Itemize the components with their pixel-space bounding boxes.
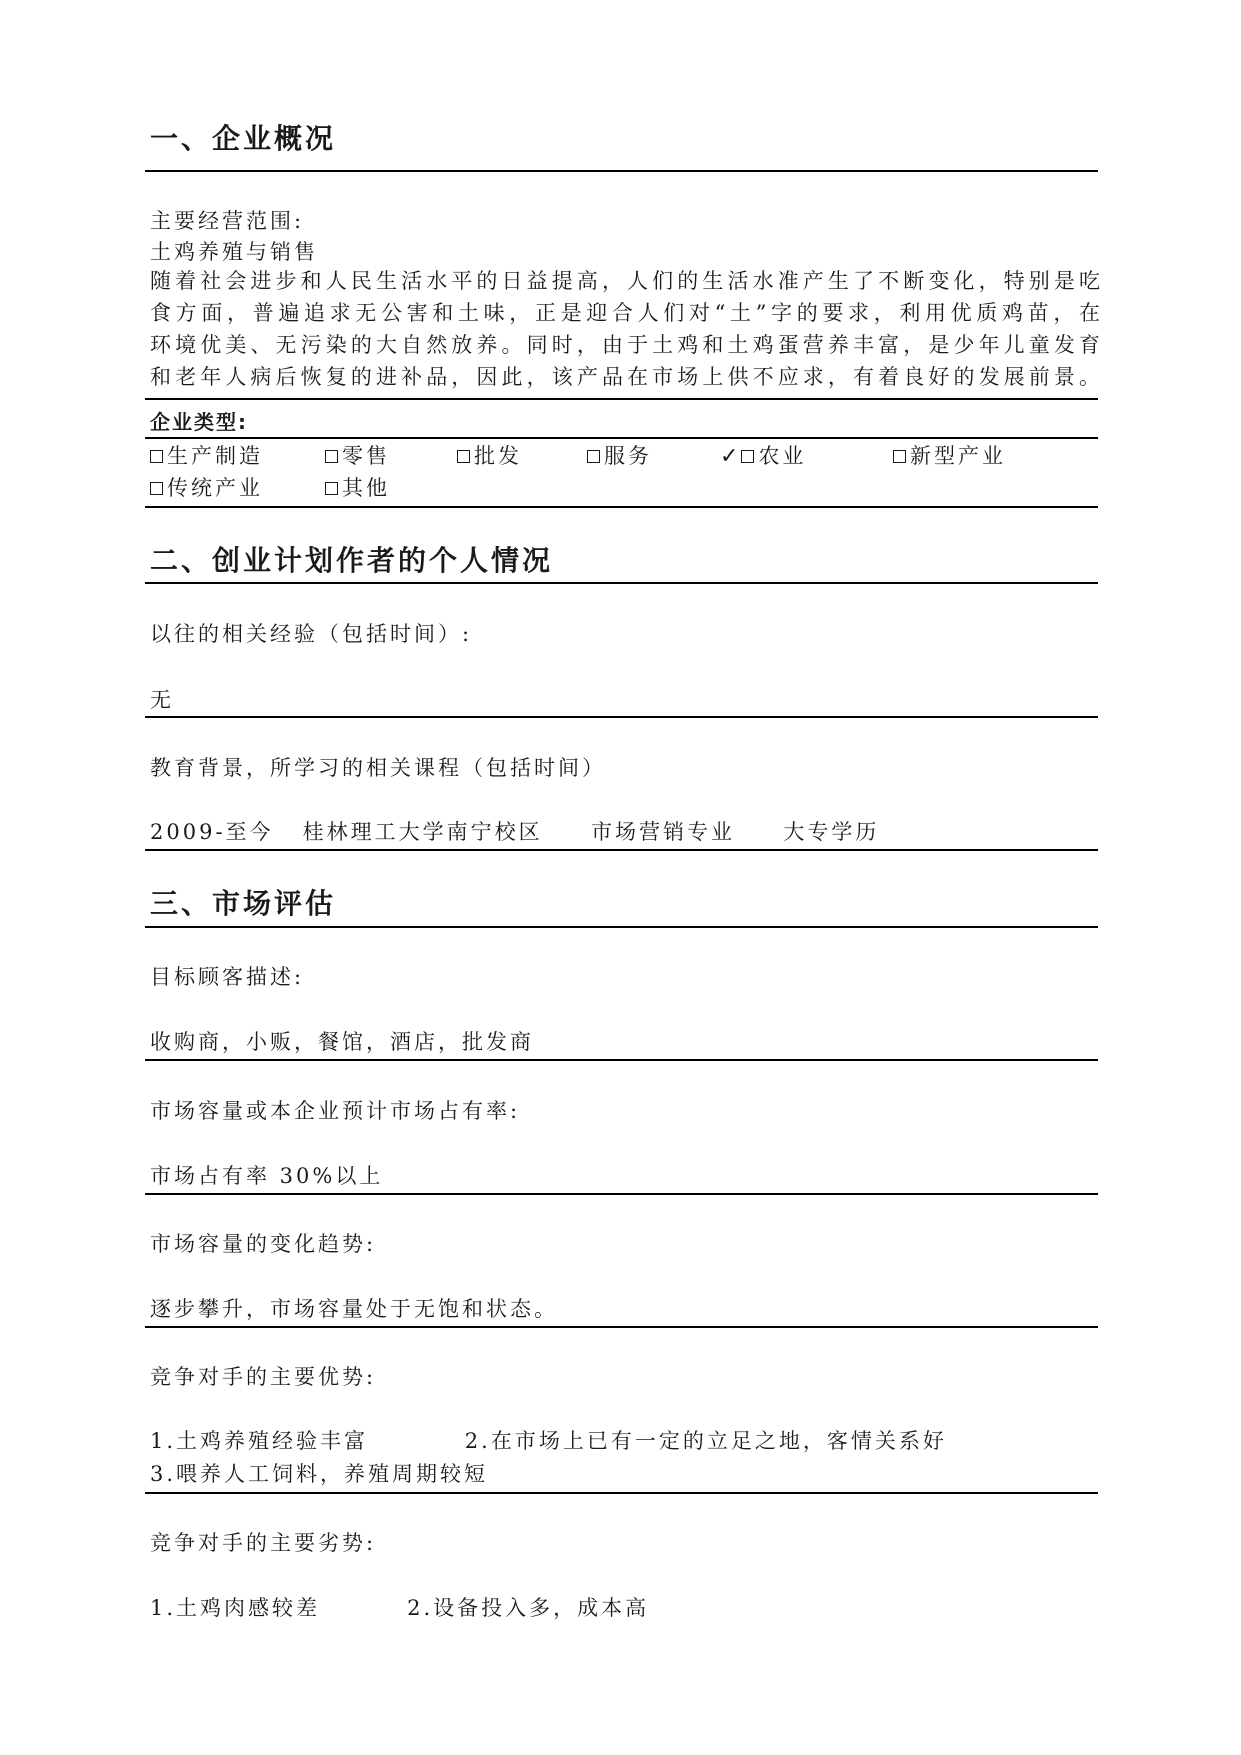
- checkbox-icon[interactable]: [150, 450, 163, 463]
- competitor-weaknesses-value: 1.土鸡肉感较差 2.设备投入多，成本高: [150, 1596, 650, 1620]
- type-label-rule: [145, 437, 1098, 439]
- scope-label: 主要经营范围:: [150, 209, 305, 233]
- capacity-rule: [145, 1193, 1098, 1195]
- option-wholesale[interactable]: 批发: [457, 441, 522, 471]
- paragraph-line: 食方面，普遍追求无公害和土味，正是迎合人们对“土”字的要求，利用优质鸡苗，在: [150, 301, 1100, 325]
- option-agriculture[interactable]: ✓ 农业: [720, 444, 807, 469]
- section-1-title: 一、企业概况: [150, 122, 337, 155]
- option-emerging-industry[interactable]: 新型产业: [893, 441, 1006, 471]
- competitor-strengths-line: 1.土鸡养殖经验丰富 2.在市场上已有一定的立足之地，客情关系好: [150, 1429, 947, 1453]
- strengths-rule: [145, 1492, 1098, 1494]
- option-other[interactable]: 其他: [325, 473, 390, 503]
- checkbox-icon[interactable]: [325, 482, 338, 495]
- option-manufacturing[interactable]: 生产制造: [150, 441, 263, 471]
- market-capacity-label: 市场容量或本企业预计市场占有率:: [150, 1099, 521, 1123]
- market-trend-label: 市场容量的变化趋势:: [150, 1232, 377, 1256]
- scope-value: 土鸡养殖与销售: [150, 240, 318, 264]
- trend-rule: [145, 1326, 1098, 1328]
- paragraph-line: 环境优美、无污染的大自然放养。同时，由于土鸡和土鸡蛋营养丰富，是少年儿童发育: [150, 333, 1100, 357]
- education-rule: [145, 849, 1098, 851]
- paragraph-line: 和老年人病后恢复的进补品，因此，该产品在市场上供不应求，有着良好的发展前景。: [150, 365, 1100, 389]
- education-value: 2009-至今 桂林理工大学南宁校区 市场营销专业 大专学历: [150, 820, 880, 844]
- target-customers-label: 目标顾客描述:: [150, 965, 305, 989]
- checkbox-icon[interactable]: [893, 450, 906, 463]
- paragraph-rule: [145, 398, 1098, 400]
- checkbox-icon[interactable]: [325, 450, 338, 463]
- option-traditional-industry[interactable]: 传统产业: [150, 473, 263, 503]
- section-2-rule: [145, 582, 1098, 584]
- customers-rule: [145, 1059, 1098, 1061]
- section-2-title: 二、创业计划作者的个人情况: [150, 544, 554, 577]
- section-1-rule: [145, 170, 1098, 172]
- market-capacity-value: 市场占有率 30%以上: [150, 1164, 384, 1188]
- section-1-end-rule: [145, 506, 1098, 508]
- market-trend-value: 逐步攀升，市场容量处于无饱和状态。: [150, 1297, 558, 1321]
- description-paragraph: [150, 265, 1100, 393]
- check-mark-icon: ✓: [720, 444, 742, 469]
- education-label: 教育背景，所学习的相关课程（包括时间）: [150, 756, 606, 780]
- target-customers-value: 收购商，小贩，餐馆，酒店，批发商: [150, 1030, 534, 1054]
- checkbox-icon[interactable]: [457, 450, 470, 463]
- section-3-rule: [145, 926, 1098, 928]
- option-service[interactable]: 服务: [587, 441, 652, 471]
- competitor-strengths-label: 竞争对手的主要优势:: [150, 1365, 377, 1389]
- paragraph-line: 随着社会进步和人民生活水平的日益提高，人们的生活水准产生了不断变化，特别是吃: [150, 269, 1100, 293]
- experience-value: 无: [150, 688, 174, 712]
- checkbox-icon[interactable]: [587, 450, 600, 463]
- section-3-title: 三、市场评估: [150, 887, 337, 920]
- experience-rule: [145, 716, 1098, 718]
- competitor-weaknesses-label: 竞争对手的主要劣势:: [150, 1531, 377, 1555]
- checkbox-icon[interactable]: [741, 450, 754, 463]
- experience-label: 以往的相关经验（包括时间）:: [150, 622, 473, 646]
- option-retail[interactable]: 零售: [325, 441, 390, 471]
- enterprise-type-label: 企业类型:: [150, 410, 248, 434]
- checkbox-icon[interactable]: [150, 482, 163, 495]
- competitor-strengths-line: 3.喂养人工饲料，养殖周期较短: [150, 1462, 489, 1486]
